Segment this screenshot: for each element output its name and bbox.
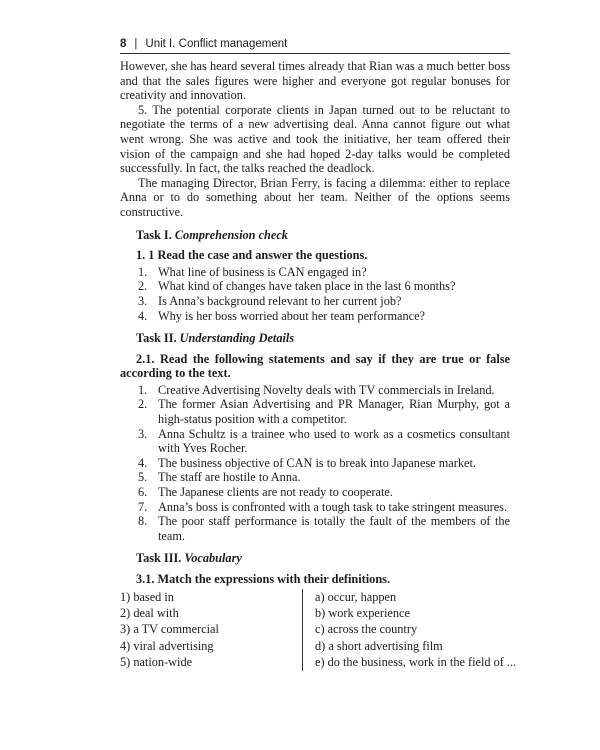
task-2-heading [136,331,510,346]
task-2-title: Understanding Details [179,331,295,346]
expressions-column [120,589,303,671]
page-body [120,59,517,671]
list-item: 1. What line of business is CAN engaged in? [138,264,367,279]
definitions-column [303,589,517,671]
paragraph-2: 5. The potential corporate clients in Japan turned out to be reluctant to negotiate the terms of a new advertising deal. Anna cannot figure out what went wrong. She was active and took the initiative, her team offered their vision of the campaign and she had hoped 2-day talks would be completed successfully. In fact, the talks reached the deadlock. [120,102,510,176]
task-1-question: 1. 1 Read the case and answer the questions. [136,248,368,263]
definition-item: a) occur, happen [315,589,397,604]
definition-item: c) across the country [315,622,418,637]
list-item: 1. Creative Advertising Novelty deals with TV commercials in Ireland. [138,382,495,397]
expression-item: 2) deal with [120,605,179,620]
list-item: 8. The poor staff performance is totally the fault of the members of the team. [138,514,510,543]
list-item: 7. Anna’s boss is confronted with a tough task to take stringent measures. [138,499,508,514]
running-header [120,38,510,54]
definition-item: d) a short advertising film [315,638,443,653]
task-3-heading [136,551,510,566]
definition-item: e) do the business, work in the field of ... [315,655,517,670]
paragraph-1: However, she has heard several times already that Rian was a much better boss and that the sales figures were higher and everyone got regular bonuses for creativity and innovation. [120,59,510,103]
expression-item: 3) a TV commercial [120,622,219,637]
task-2-question: 2.1. Read the following statements and say if they are true or false according to the text. [120,351,510,381]
task-2-list [120,383,510,544]
expression-item: 4) viral advertising [120,638,214,653]
matching-table [120,589,517,671]
expression-item: 5) nation-wide [120,655,193,670]
list-item: 3. Is Anna’s background relevant to her current job? [138,293,402,308]
task-3-question: 3.1. Match the expressions with their definitions. [136,572,391,586]
list-item: 2. The former Asian Advertising and PR Manager, Rian Murphy, got a high-status position with a competitor. [138,397,510,427]
task-3-title: Vocabulary [184,551,242,566]
task-1-label: Task I. [136,227,172,242]
list-item: 5. The staff are hostile to Anna. [138,470,301,485]
task-1-title: Comprehension check [174,227,288,242]
task-2-label: Task II. [136,331,177,346]
list-item: 6. The Japanese clients are not ready to cooperate. [138,485,393,500]
task-3-label: Task III. [136,551,182,566]
page-number: 8 [120,38,127,50]
list-item: 4. The business objective of CAN is to break into Japanese market. [138,455,476,470]
task-1-heading [136,228,510,243]
list-item: 2. What kind of changes have taken place in the last 6 months? [138,279,456,294]
definition-item: b) work experience [315,605,410,620]
list-item: 4. Why is her boss worried about her team performance? [138,308,426,323]
task-1-list [120,265,510,323]
list-item: 3. Anna Schultz is a trainee who used to work as a cosmetics consultant with Yves Rocher. [138,426,510,456]
paragraph-3: The managing Director, Brian Ferry, is facing a dilemma: either to replace Anna or to do something about her team. Neither of the options seems constructive. [120,175,510,219]
header-separator: | [134,38,138,50]
unit-title: Unit I. Conflict management [145,38,288,50]
textbook-page [120,38,517,671]
expression-item: 1) based in [120,589,174,604]
